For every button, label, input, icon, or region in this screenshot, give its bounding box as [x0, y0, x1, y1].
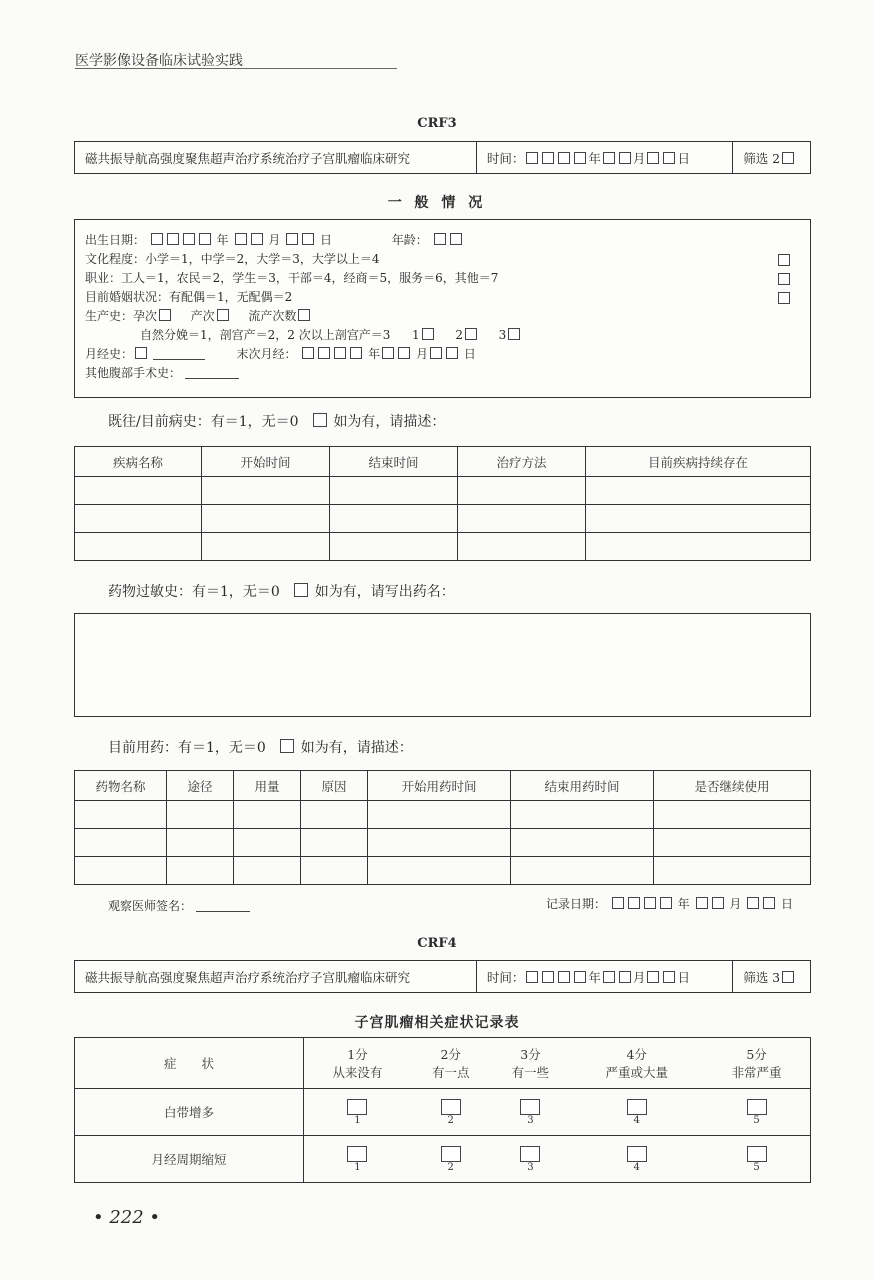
delivery-option-1[interactable]: [422, 328, 434, 340]
crf3-label: CRF3: [417, 116, 457, 131]
option-box[interactable]: [347, 1146, 367, 1162]
occupation-checkbox[interactable]: [778, 273, 790, 285]
table-row: 白带增多 1 2 3 4 5: [75, 1089, 811, 1136]
page-number: • 222 •: [93, 1207, 161, 1228]
general-info-box: [74, 219, 811, 398]
score-col-1: 1分 从来没有: [304, 1038, 411, 1089]
menstrual-blank[interactable]: [153, 347, 205, 360]
score-col-3: 3分 有一些: [491, 1038, 571, 1089]
education-row: 文化程度：小学＝1，中学＝2，大学＝3，大学以上＝4: [85, 250, 800, 269]
table-row[interactable]: [75, 857, 811, 885]
table-row: 月经周期缩短 1 2 3 4 5: [75, 1136, 811, 1183]
crf4-screen-field[interactable]: 筛选 3: [733, 961, 810, 992]
pregnancy-checkbox[interactable]: [159, 309, 171, 321]
option-box[interactable]: [441, 1099, 461, 1115]
meds-col-start: 开始用药时间: [368, 771, 511, 801]
option-box[interactable]: [627, 1099, 647, 1115]
meds-col-route: 途径: [167, 771, 234, 801]
history-col-end: 结束时间: [330, 447, 458, 477]
menstrual-checkbox[interactable]: [135, 347, 147, 359]
meds-col-name: 药物名称: [75, 771, 167, 801]
table-row[interactable]: [75, 533, 811, 561]
score-col-4: 4分 严重或大量: [570, 1038, 703, 1089]
occupation-row: 职业：工人＝1，农民＝2，学生＝3，干部＝4，经商＝5，服务＝6，其他＝7: [85, 269, 800, 288]
history-col-start: 开始时间: [202, 447, 330, 477]
history-checkbox[interactable]: [313, 413, 327, 427]
age-boxes[interactable]: [432, 233, 464, 247]
meds-col-reason: 原因: [301, 771, 368, 801]
history-col-treatment: 治疗方法: [458, 447, 586, 477]
table-row[interactable]: [75, 477, 811, 505]
symptom-name: 月经周期缩短: [75, 1136, 304, 1183]
record-date[interactable]: 记录日期： 年 月 日: [546, 897, 794, 911]
meds-checkbox[interactable]: [280, 739, 294, 753]
marital-checkbox[interactable]: [778, 292, 790, 304]
delivery-option-3[interactable]: [508, 328, 520, 340]
header-rule: [75, 68, 397, 69]
abortion-checkbox[interactable]: [298, 309, 310, 321]
history-table: [74, 446, 811, 561]
option-box[interactable]: [747, 1099, 767, 1115]
marital-row: 目前婚姻状况：有配偶＝1，无配偶＝2: [85, 288, 800, 307]
dob-row: 出生日期： 年 月 日 年龄：: [85, 231, 800, 250]
allergy-text-area[interactable]: [74, 613, 811, 717]
book-title: 医学影像设备临床试验实践: [75, 53, 243, 69]
symptom-table-title: 子宫肌瘤相关症状记录表: [354, 1015, 520, 1031]
option-box[interactable]: [520, 1146, 540, 1162]
crf3-time-field[interactable]: 时间： 年 月 日: [477, 142, 733, 173]
history-question: 既往/目前病史：有＝1，无＝0 如为有，请描述：: [108, 414, 446, 430]
education-checkbox[interactable]: [778, 254, 790, 266]
crf4-time-field[interactable]: 时间： 年 月 日: [477, 961, 733, 992]
meds-col-dose: 用量: [234, 771, 301, 801]
table-row[interactable]: [75, 505, 811, 533]
symptom-col-header: 症 状: [75, 1038, 304, 1089]
surgery-row: 其他腹部手术史：: [85, 364, 800, 383]
option-box[interactable]: [441, 1146, 461, 1162]
crf3-study-title: 磁共振导航高强度聚焦超声治疗系统治疗子宫肌瘤临床研究: [75, 142, 477, 173]
table-row[interactable]: [75, 829, 811, 857]
dob-boxes[interactable]: [149, 233, 213, 247]
crf4-title-box: [74, 960, 811, 993]
symptom-table: [74, 1037, 811, 1183]
allergy-checkbox[interactable]: [294, 583, 308, 597]
doctor-signature-blank[interactable]: [196, 899, 250, 912]
table-row[interactable]: [75, 801, 811, 829]
score-col-5: 5分 非常严重: [703, 1038, 810, 1089]
birth-checkbox[interactable]: [217, 309, 229, 321]
general-section-title: 一 般 情 况: [387, 195, 487, 211]
crf3-screen-field[interactable]: 筛选 2: [733, 142, 810, 173]
delivery-row: 自然分娩＝1，剖宫产＝2，2 次以上剖宫产＝3 1 2 3: [85, 326, 800, 345]
meds-col-continue: 是否继续使用: [654, 771, 811, 801]
meds-table: [74, 770, 811, 885]
option-box[interactable]: [520, 1099, 540, 1115]
history-col-disease: 疾病名称: [75, 447, 202, 477]
option-box[interactable]: [347, 1099, 367, 1115]
option-box[interactable]: [747, 1146, 767, 1162]
surgery-blank[interactable]: [185, 366, 239, 379]
doctor-signature: 观察医师签名：: [108, 897, 250, 914]
score-col-2: 2分 有一点: [411, 1038, 491, 1089]
meds-col-end: 结束用药时间: [511, 771, 654, 801]
reproductive-row: 生产史：孕次 产次 流产次数: [85, 307, 800, 326]
meds-question: 目前用药：有＝1，无＝0 如为有，请描述：: [108, 740, 413, 756]
menstrual-row: 月经史： 末次月经： 年 月 日: [85, 347, 476, 361]
crf4-study-title: 磁共振导航高强度聚焦超声治疗系统治疗子宫肌瘤临床研究: [75, 961, 477, 992]
allergy-question: 药物过敏史：有＝1，无＝0 如为有，请写出药名：: [108, 584, 455, 600]
delivery-option-2[interactable]: [465, 328, 477, 340]
symptom-name: 白带增多: [75, 1089, 304, 1136]
option-box[interactable]: [627, 1146, 647, 1162]
crf3-title-box: [74, 141, 811, 174]
crf4-label: CRF4: [417, 936, 457, 951]
history-col-ongoing: 目前疾病持续存在: [586, 447, 811, 477]
